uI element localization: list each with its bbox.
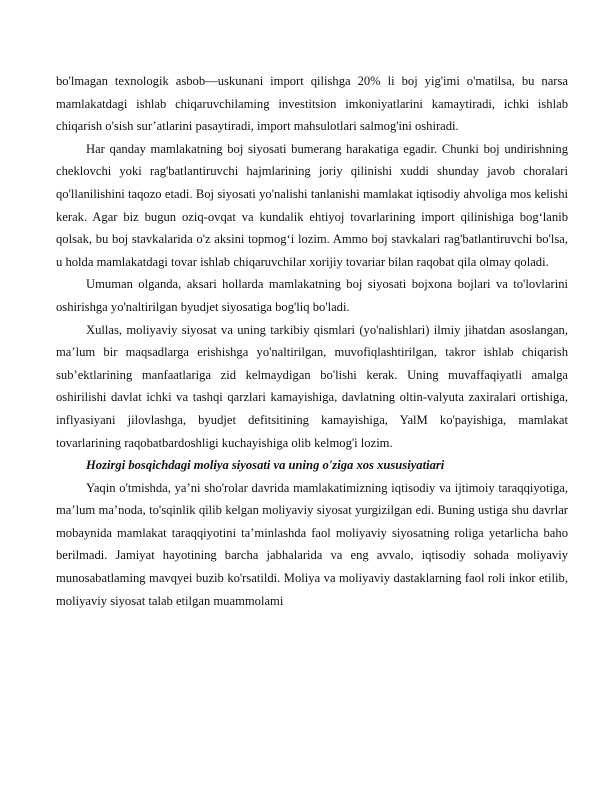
paragraph-boj-siyosati: Har qanday mamlakatning boj siyosati bumerang harakatiga egadir. Chunki boj undirishning cheklovchi yoki rag'batlantiruvchi hajmlarining joriy qilinishi xuddi shunday javob choralari qo'llanilishini taqozo etadi. Boj siyosati yo'nalishi tanlanishi mamlakat iqtisodiy ahvoliga mos kelishi kerak. Agar biz bugun oziq-ovqat va kundalik ehtiyoj tovarlarining import qilinishiga bog‘lanib qolsak, bu boj stavkalarida o'z aksini topmog‘i lozim. Ammo boj stavkalari rag'batlantiruvchi bo'lsa, u holda mamlakatdagi tovar ishlab chiqaruvchilar xorijiy tovariar bilan raqobat qila olmay qoladi. <box>56 141 568 269</box>
paragraph-umuman: Umuman olganda, aksari hollarda mamlakatning boj siyosati bojxona bojlari va to'lovlarini oshirishga yo'naltirilgan byudjet siyosatiga bog'liq bo'ladi. <box>56 277 568 314</box>
paragraph-xullas: Xullas, moliyaviy siyosat va uning tarkibiy qismlari (yo'nalishlari) ilmiy jihatdan asoslangan, ma’lum bir maqsadlarga erishishga yo'naltirilgan, muvofiqlashtirilgan, takror ishlab chiqarish sub’ektlarining manfaatlariga zid kelmaydigan bo'lishi kerak. Uning muvaffaqiyatli amalga oshirilishi davlat ichki va tashqi qarzlari kamayishiga, davlatning oltin-valyuta zaxiralari ortishiga, inflyasiyani jilovlashga, byudjet defitsitining kamayishiga, YalM ko'payishiga, mamlakat tovarlarining raqobatbardoshligi kuchayishiga olib kelmog'i lozim. <box>56 322 568 450</box>
section-heading: Hozirgi bosqichdagi moliya siyosati va uning o'ziga xos xususiyatiari <box>86 458 445 473</box>
paragraph-continuation: bo'lmagan texnologik asbob—uskunani import qilishga 20% li boj yig'imi o'matilsa, bu narsa mamlakatdagi ishlab chiqaruvchilaming investitsion imkoniyatlarini kamaytiradi, ichki ishlab chiqarish o'sish sur’atlarini pasaytiradi, import mahsulotlari salmog'ini oshiradi. <box>56 74 568 134</box>
paragraph-yaqin-otmishda: Yaqin o'tmishda, ya’ni sho'rolar davrida mamlakatimizning iqtisodiy va ijtimoiy taraqqiyotiga, ma’lum ma’noda, to'sqinlik qilib kelgan moliyaviy siyosat yurgizilgan edi. Buning ustiga shu davrlar mobaynida mamlakat taraqqiyotini ta’minlashda faol moliyaviy siyosatning roliga yetarlicha baho berilmadi. Jamiyat hayotining barcha jabhalarida va eng avvalo, iqtisodiy sohada moliyaviy munosabatlaming mavqyei buzib ko'rsatildi. Moliya va moliyaviy dastaklarning faol roli inkor etilib, moliyaviy siyosat talab etilgan muammolami <box>56 480 568 608</box>
document-page <box>56 70 568 612</box>
